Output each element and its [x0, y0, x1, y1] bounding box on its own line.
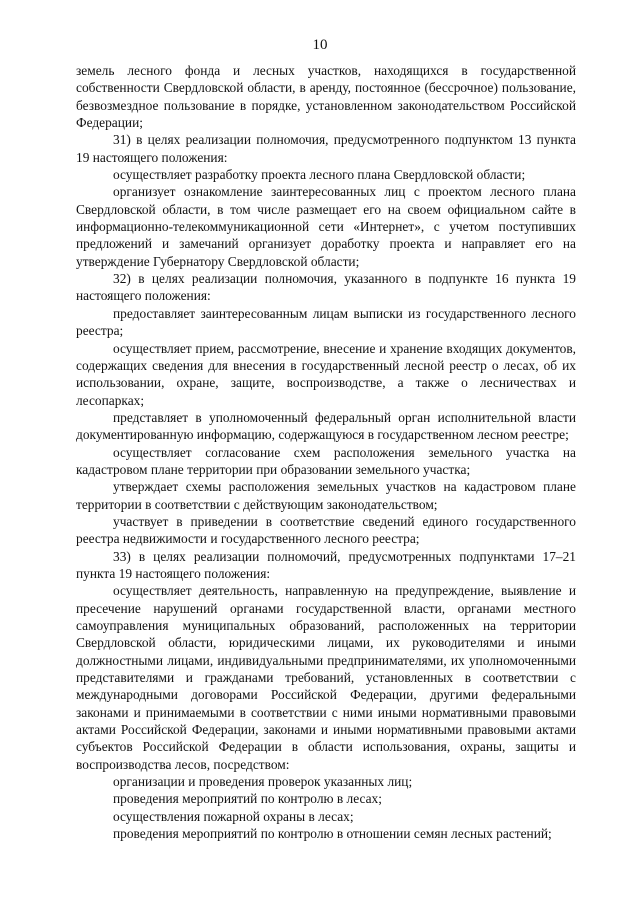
paragraph: 32) в целях реализации полномочия, указанного в подпункте 16 пункта 19 настоящего положения:	[76, 271, 576, 304]
paragraph: представляет в уполномоченный федеральный орган исполнительной власти документированную информацию, содержащуюся в государственном лесном реестре;	[76, 409, 576, 443]
paragraph: организует ознакомление заинтересованных лиц с проектом лесного плана Свердловской области, в том числе размещает его на своем официальном сайте в информационно-телекоммуникационной сети «Интернет», с учетом поступивших предложений и замечаний организует доработку проекта и направляет его на утверждение Губернатору Свердловской области;	[76, 184, 576, 269]
document-body	[76, 62, 576, 842]
paragraph: осуществляет разработку проекта лесного плана Свердловской области;	[113, 167, 526, 183]
paragraph: осуществляет деятельность, направленную на предупреждение, выявление и пресечение нарушений органами государственной власти, органами местного самоуправления муниципальных образований, расположенных на территории Свердловской области, юридическими лицами, их руководителями и иными должностными лицами, индивидуальными предпринимателями, их уполномоченными представителями и гражданами требований, установленных в соответствии с международными договорами Российской Федерации, другими федеральными законами и принимаемыми в соответствии с ними иными нормативными правовыми актами Российской Федерации, законами и иными нормативными правовыми актами субъектов Российской Федерации в области использования, охраны, защиты и воспроизводства лесов, посредством:	[76, 583, 576, 772]
paragraph: осуществления пожарной охраны в лесах;	[113, 808, 354, 824]
paragraph: 31) в целях реализации полномочия, предусмотренного подпунктом 13 пункта 19 настоящего положения:	[76, 132, 576, 165]
paragraph: осуществляет прием, рассмотрение, внесение и хранение входящих документов, содержащих сведения для внесения в государственный лесной реестр о лесах, об их использовании, охране, защите, воспроизводстве, а также о лесничествах и лесопарках;	[76, 340, 576, 408]
paragraph: земель лесного фонда и лесных участков, находящихся в государственной собственности Свердловской области, в аренду, постоянное (бессрочное) пользование, безвозмездное пользование в порядке, установленном законодательством Российской Федерации;	[76, 63, 576, 131]
paragraph: осуществляет согласование схем расположения земельного участка на кадастровом плане территории при образовании земельного участка;	[76, 444, 576, 477]
paragraph: организации и проведения проверок указанных лиц;	[113, 774, 413, 790]
paragraph: утверждает схемы расположения земельных участков на кадастровом плане территории в соответствии с действующим законодательством;	[76, 479, 576, 512]
paragraph: участвует в приведении в соответствие сведений единого государственного реестра недвижимости и государственного лесного реестра;	[76, 513, 576, 547]
paragraph: 33) в целях реализации полномочий, предусмотренных подпунктами 17–21 пункта 19 настоящего положения:	[76, 548, 576, 581]
paragraph: предоставляет заинтересованным лицам выписки из государственного лесного реестра;	[76, 305, 576, 339]
page-number: 10	[312, 37, 328, 53]
paragraph: проведения мероприятий по контролю в отношении семян лесных растений;	[113, 826, 552, 842]
paragraph: проведения мероприятий по контролю в лесах;	[113, 791, 382, 807]
